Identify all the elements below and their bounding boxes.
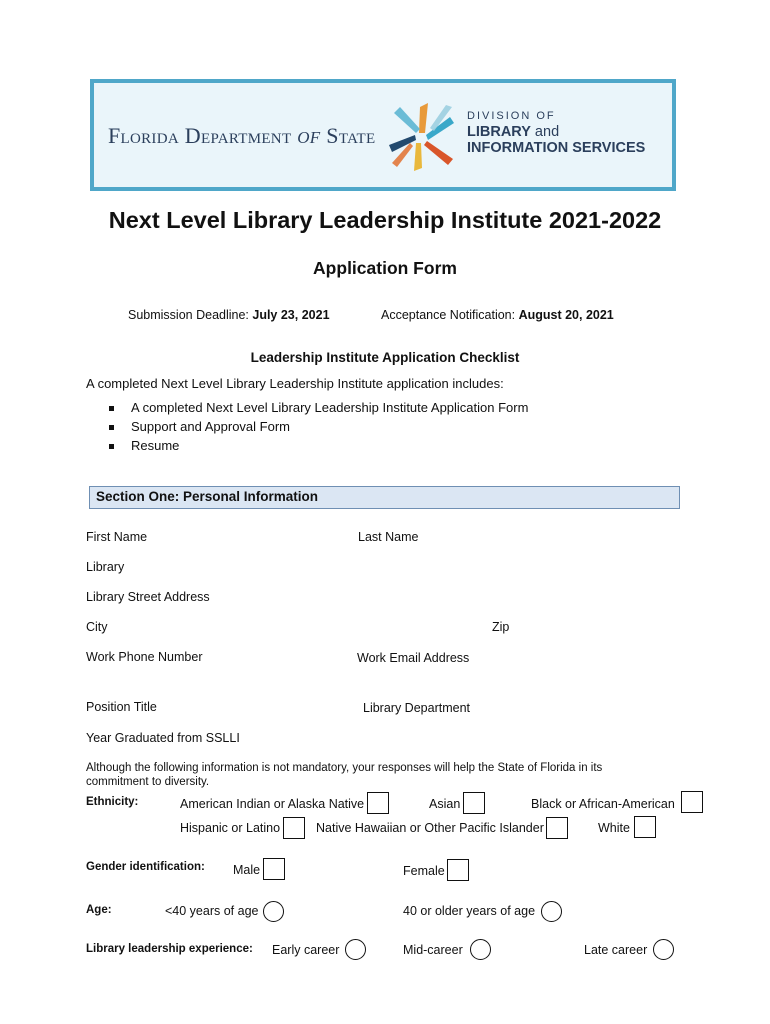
ethnicity-black-checkbox[interactable] bbox=[681, 791, 703, 813]
ethnicity-american-indian-checkbox[interactable] bbox=[367, 792, 389, 814]
last-name-label: Last Name bbox=[358, 530, 419, 544]
ethnicity-option-label: Asian bbox=[429, 797, 461, 811]
position-title-label: Position Title bbox=[86, 700, 157, 714]
experience-label: Library leadership experience: bbox=[86, 943, 253, 955]
year-graduated-label: Year Graduated from SSLLI bbox=[86, 731, 240, 745]
division-of-text: DIVISION OF bbox=[467, 110, 556, 122]
library-department-label: Library Department bbox=[363, 701, 470, 715]
checklist-intro: A completed Next Level Library Leadership Institute application includes: bbox=[86, 376, 504, 391]
list-item: A completed Next Level Library Leadership Institute Application Form bbox=[105, 400, 528, 419]
submission-deadline bbox=[128, 308, 330, 322]
experience-option-label: Mid-career bbox=[403, 943, 463, 957]
experience-option-label: Early career bbox=[272, 943, 340, 957]
list-item: Support and Approval Form bbox=[105, 419, 528, 438]
org-name-right: State bbox=[320, 123, 376, 148]
age-under-40-radio[interactable] bbox=[263, 901, 284, 922]
checklist-title: Leadership Institute Application Checklist bbox=[250, 350, 520, 365]
ethnicity-pacific-islander-checkbox[interactable] bbox=[546, 817, 568, 839]
ethnicity-option-label: American Indian or Alaska Native bbox=[180, 797, 365, 811]
ethnicity-asian-checkbox[interactable] bbox=[463, 792, 485, 814]
age-label: Age: bbox=[86, 904, 112, 916]
notification-value: August 20, 2021 bbox=[518, 308, 614, 322]
org-name-of: of bbox=[297, 123, 321, 149]
acceptance-notification bbox=[381, 308, 614, 322]
section-one-title: Section One: Personal Information bbox=[96, 489, 319, 504]
first-name-label: First Name bbox=[86, 530, 148, 544]
checklist bbox=[105, 400, 528, 457]
experience-mid-radio[interactable] bbox=[470, 939, 491, 960]
ethnicity-option-label: Native Hawaiian or Other Pacific Islander bbox=[316, 821, 544, 835]
library-label: Library bbox=[86, 560, 125, 574]
age-option-label: 40 or older years of age bbox=[403, 904, 536, 918]
experience-option-label: Late career bbox=[584, 943, 648, 957]
org-name bbox=[108, 123, 375, 150]
experience-late-radio[interactable] bbox=[653, 939, 674, 960]
gender-option-label: Male bbox=[233, 863, 261, 877]
gender-option-label: Female bbox=[403, 864, 445, 878]
star-burst-logo-icon bbox=[386, 100, 458, 174]
ethnicity-option-label: Hispanic or Latino bbox=[180, 821, 281, 835]
info-services-text: INFORMATION SERVICES bbox=[467, 140, 646, 156]
diversity-note: Although the following information is not mandatory, your responses will help the State of Florida in its commitment to diversity. bbox=[86, 762, 603, 788]
street-address-label: Library Street Address bbox=[86, 590, 210, 604]
zip-label: Zip bbox=[492, 620, 510, 634]
ethnicity-white-checkbox[interactable] bbox=[634, 816, 656, 838]
page-title: Next Level Library Leadership Institute 2021-2022 bbox=[108, 207, 662, 233]
gender-male-checkbox[interactable] bbox=[263, 858, 285, 880]
deadline-value: July 23, 2021 bbox=[252, 308, 330, 322]
experience-early-radio[interactable] bbox=[345, 939, 366, 960]
gender-female-checkbox[interactable] bbox=[447, 859, 469, 881]
age-40-plus-radio[interactable] bbox=[541, 901, 562, 922]
section-one-header bbox=[89, 486, 680, 509]
ethnicity-label: Ethnicity: bbox=[86, 796, 139, 808]
form-title: Application Form bbox=[313, 258, 457, 278]
gender-label: Gender identification: bbox=[86, 861, 205, 873]
deadline-label: Submission Deadline: bbox=[128, 308, 253, 322]
work-phone-label: Work Phone Number bbox=[86, 650, 203, 664]
age-option-label: <40 years of age bbox=[165, 904, 259, 918]
city-label: City bbox=[86, 620, 108, 634]
notification-label: Acceptance Notification: bbox=[381, 308, 519, 322]
library-and-text bbox=[467, 124, 559, 140]
ethnicity-option-label: White bbox=[598, 821, 630, 835]
library-word: LIBRARY bbox=[467, 124, 531, 140]
list-item: Resume bbox=[105, 438, 528, 457]
org-name-left: Florida Department bbox=[108, 123, 298, 148]
ethnicity-option-label: Black or African-American bbox=[531, 797, 675, 811]
work-email-label: Work Email Address bbox=[357, 651, 470, 665]
and-word: and bbox=[530, 124, 560, 140]
ethnicity-hispanic-checkbox[interactable] bbox=[283, 817, 305, 839]
